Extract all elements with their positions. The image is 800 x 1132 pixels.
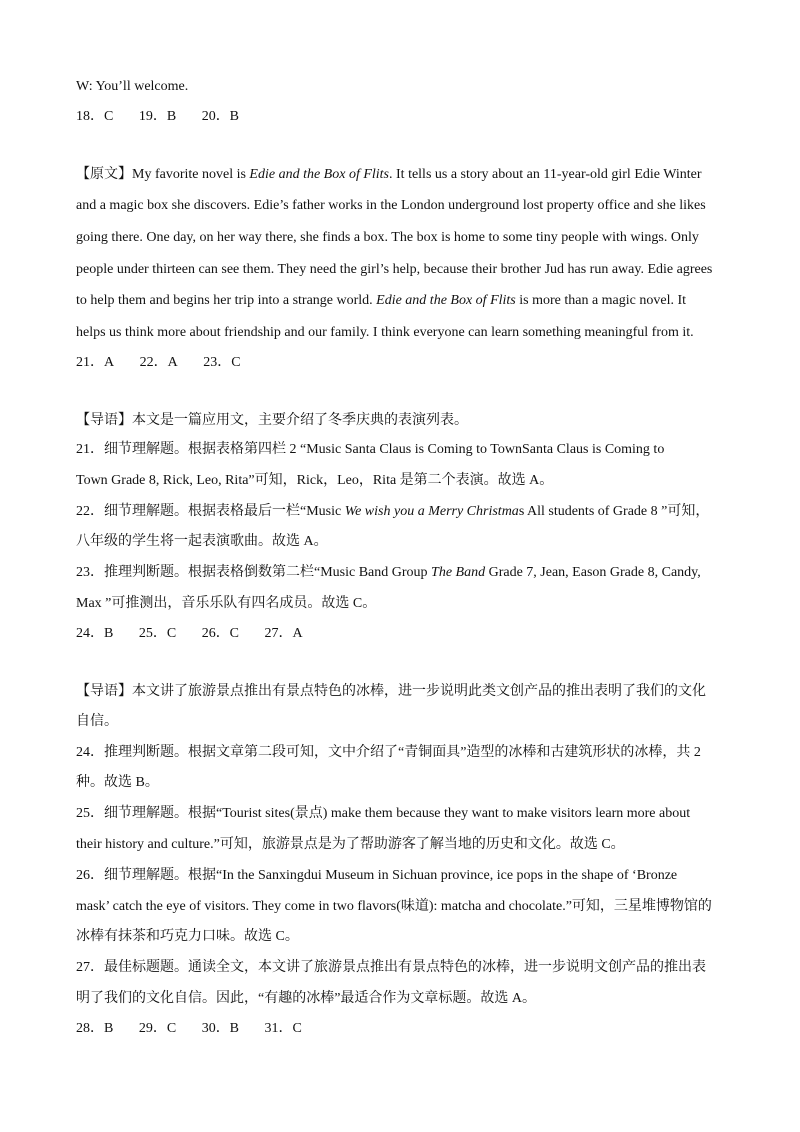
answer-row-28-31 — [76, 1020, 324, 1038]
original-text-line-6: helps us think more about friendship and our family. I think everyone can learn something meaningful from it. — [76, 325, 694, 340]
book-title: Edie and the Box of Flits — [249, 167, 390, 182]
answer-30: 30．B — [201, 1021, 240, 1036]
q27-line-2: 明了我们的文化自信。因此，“有趣的冰棒”最适合作为文章标题。故选 A。 — [76, 991, 537, 1006]
q25-line-2: their history and culture.”可知，旅游景点是为了帮助游客了解当地的历史和文化。故选 C。 — [76, 837, 625, 852]
q21-line-1: 21．细节理解题。根据表格第四栏 2 “Music Santa Claus is Coming to TownSanta Claus is Coming to — [76, 442, 665, 457]
guide2-intro-line-2: 自信。 — [76, 714, 118, 729]
original-text-line-3: going there. One day, on her way there, she finds a box. The box is home to some tiny people with wings. Only — [76, 230, 699, 245]
answer-row-18-20 — [76, 108, 261, 126]
book-title: Edie and the Box of Flits — [376, 293, 516, 308]
dialog-line: W: You’ll welcome. — [76, 79, 189, 94]
q26-line-3: 冰棒有抹茶和巧克力口味。故选 C。 — [76, 929, 299, 944]
original-text-line-2: and a magic box she discovers. Edie’s father works in the London underground lost property office and she likes — [76, 198, 706, 213]
song-title: We wish you a Merry Christma — [344, 504, 519, 519]
q24-line-2: 种。故选 B。 — [76, 775, 159, 790]
q22-line-2: 八年级的学生将一起表演歌曲。故选 A。 — [76, 534, 328, 549]
q25-line-1: 25．细节理解题。根据“Tourist sites(景点) make them because they want to make visitors learn more about — [76, 806, 691, 821]
answer-31: 31．C — [264, 1021, 302, 1036]
answer-26: 26．C — [201, 626, 240, 641]
answer-18: 18．C — [76, 109, 114, 124]
answer-22: 22．A — [139, 355, 178, 370]
guide1-intro: 【导语】本文是一篇应用文，主要介绍了冬季庆典的表演列表。 — [76, 413, 468, 428]
q26-line-2: mask’ catch the eye of visitors. They come in two flavors(味道): matcha and chocolate.”可知，三星堆博物馆的 — [76, 899, 712, 914]
answer-29: 29．C — [138, 1021, 177, 1036]
answer-row-24-27 — [76, 625, 325, 643]
q21-line-2: Town Grade 8, Rick, Leo, Rita”可知，Rick，Leo，Rita 是第二个表演。故选 A。 — [76, 473, 554, 488]
q23-line-1: 23．推理判断题。根据表格倒数第二栏“Music Band Group The Band Grade 7, Jean, Eason Grade 8, Candy, — [76, 565, 701, 580]
answer-row-21-23 — [76, 354, 263, 372]
answer-21: 21．A — [76, 355, 115, 370]
answer-28: 28．B — [76, 1021, 114, 1036]
answer-25: 25．C — [138, 626, 177, 641]
q22-line-1: 22．细节理解题。根据表格最后一栏“Music We wish you a Merry Christmas All students of Grade 8 ”可知， — [76, 504, 710, 519]
band-name: The Band — [431, 565, 486, 580]
q24-line-1: 24．推理判断题。根据文章第二段可知，文中介绍了“青铜面具”造型的冰棒和古建筑形状的冰棒，共 2 — [76, 745, 701, 760]
answer-23: 23．C — [203, 355, 241, 370]
original-text-line-5: to help them and begins her trip into a strange world. Edie and the Box of Flits is more than a magic novel. It — [76, 293, 687, 308]
q26-line-1: 26．细节理解题。根据“In the Sanxingdui Museum in Sichuan province, ice pops in the shape of ‘Bronze — [76, 868, 678, 883]
original-text-line-4: people under thirteen can see them. They need the girl’s help, because their brother Jud has run away. Edie agrees — [76, 262, 713, 277]
q23-line-2: Max ”可推测出，音乐乐队有四名成员。故选 C。 — [76, 596, 377, 611]
original-text-line-1: 【原文】My favorite novel is Edie and the Box of Flits. It tells us a story about an 11-year-old girl Edie Winter — [76, 167, 702, 182]
answer-24: 24．B — [76, 626, 114, 641]
q27-line-1: 27．最佳标题题。通读全文，本文讲了旅游景点推出有景点特色的冰棒，进一步说明文创产品的推出表 — [76, 960, 706, 975]
guide2-intro-line-1: 【导语】本文讲了旅游景点推出有景点特色的冰棒，进一步说明此类文创产品的推出表明了我们的文化 — [76, 684, 706, 699]
answer-20: 20．B — [201, 109, 240, 124]
answer-19: 19．B — [138, 109, 177, 124]
answer-27: 27．A — [264, 626, 303, 641]
